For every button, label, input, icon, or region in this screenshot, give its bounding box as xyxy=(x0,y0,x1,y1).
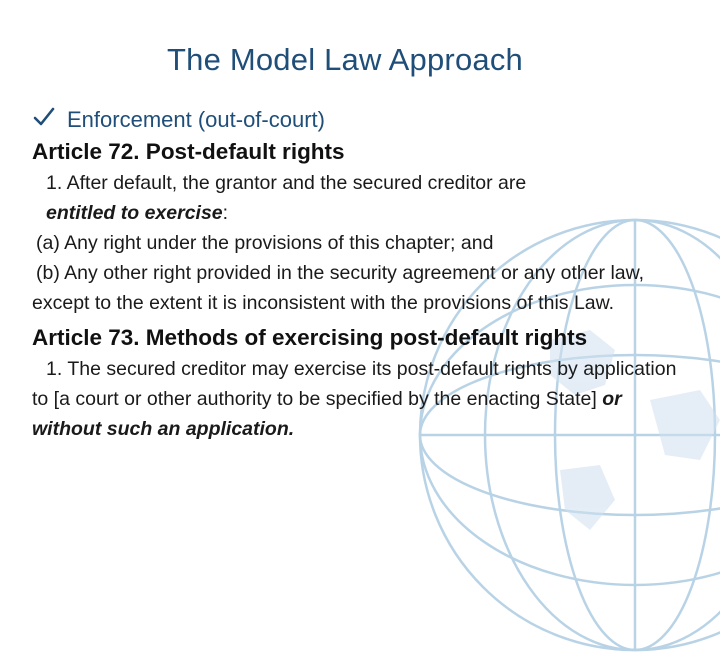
article-72-p1-text: 1. After default, the grantor and the secured creditor are xyxy=(46,172,527,194)
bullet-enforcement xyxy=(32,104,692,136)
article-72-p1-emphasis: entitled to exercise xyxy=(46,202,223,224)
article-72-heading: Article 72. Post-default rights xyxy=(32,139,345,164)
article-72-p1-colon: : xyxy=(222,202,229,224)
article-73-p1-emphasis: or without such an application xyxy=(32,388,622,440)
slide-content xyxy=(32,104,692,444)
article-72-paragraph-1 xyxy=(32,168,692,228)
bullet-text: Enforcement (out-of-court) xyxy=(67,107,325,132)
slide-title: The Model Law Approach xyxy=(167,42,523,77)
article-73-p1-period: . xyxy=(288,418,295,440)
article-73-heading: Article 73. Methods of exercising post-default rights xyxy=(32,325,588,350)
article-73-paragraph-1 xyxy=(32,354,692,444)
article-72-item-b: (b) Any other right provided in the security agreement or any other law, except to the extent it is inconsistent with the provisions of this Law. xyxy=(32,262,645,314)
checkmark-icon xyxy=(33,104,59,136)
article-73-p1-text: 1. The secured creditor may exercise its post-default rights by application to [a court or other authority to be specified by the enacting State] xyxy=(32,358,677,410)
article-72-item-a: (a) Any right under the provisions of this chapter; and xyxy=(36,232,494,254)
